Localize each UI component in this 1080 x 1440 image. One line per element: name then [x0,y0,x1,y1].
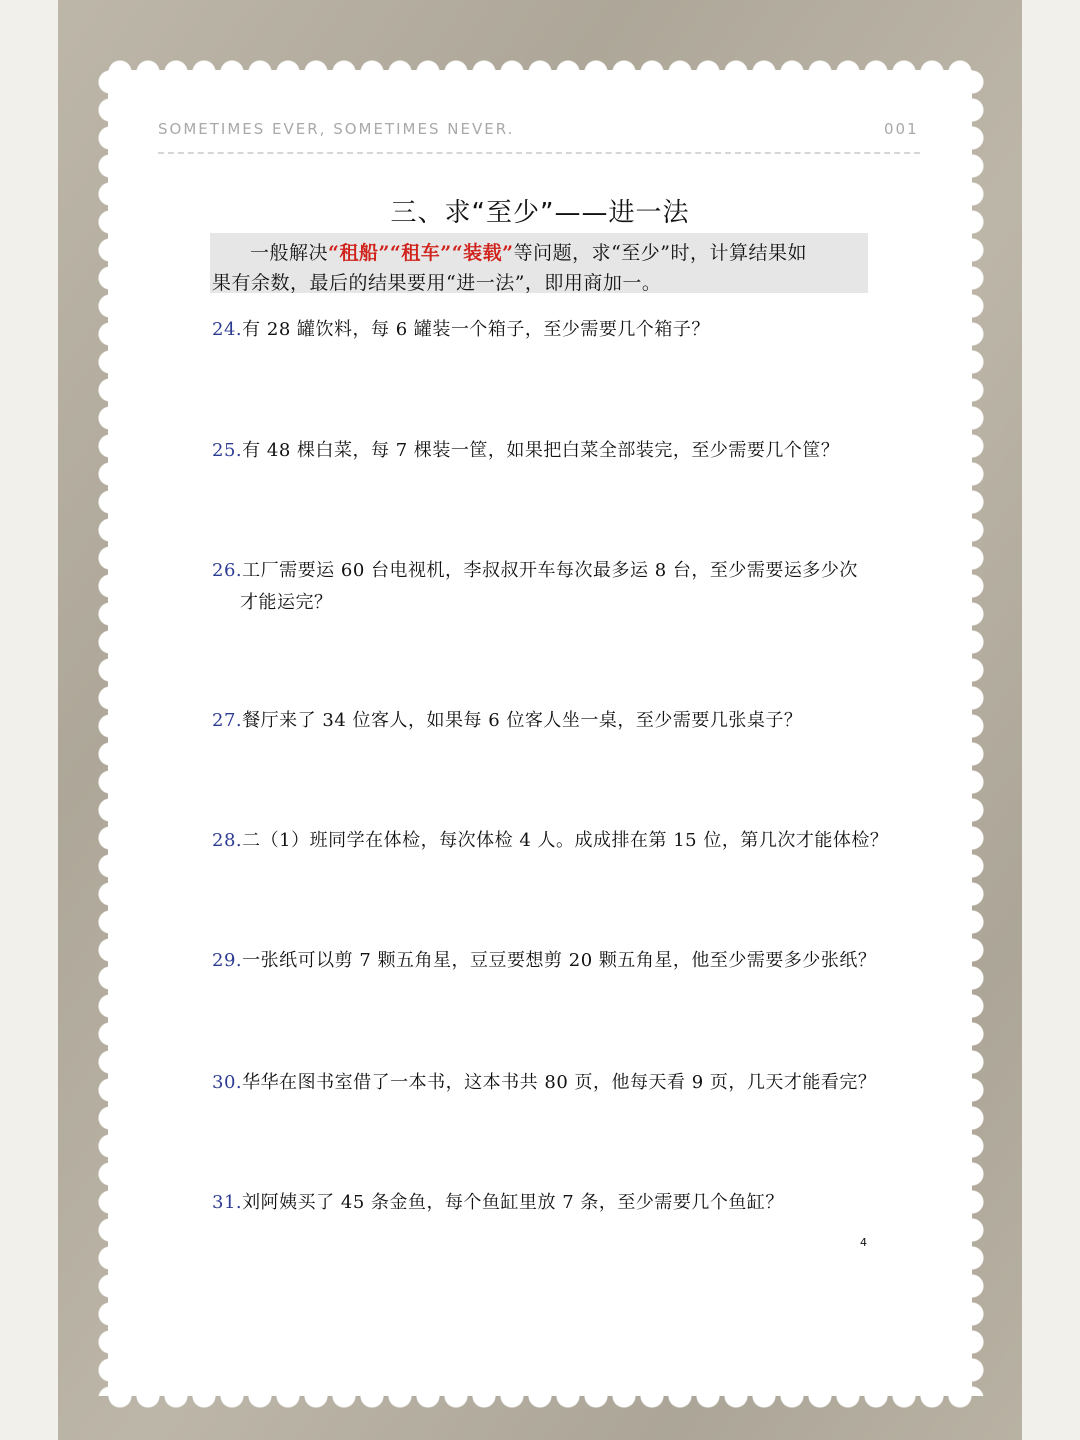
question-text: 刘阿姨买了 45 条金鱼，每个鱼缸里放 7 条，至少需要几个鱼缸？ [242,1192,784,1213]
term-rent-boat: “租船” [328,242,390,264]
header-dashed-divider [158,152,920,154]
right-margin [1022,0,1080,1440]
page-number: 4 [860,1236,867,1249]
question-24 [212,315,872,341]
question-number: 24. [212,319,243,340]
question-26 [212,556,872,582]
question-text: 工厂需要运 60 台电视机，李叔叔开车每次最多运 8 台，至少需要运多少次 [242,560,858,581]
question-number: 28. [212,830,243,851]
question-text: 餐厅来了 34 位客人，如果每 6 位客人坐一桌，至少需要几张桌子？ [242,710,803,731]
intro-prefix: 一般解决 [250,242,329,264]
question-28 [212,826,889,852]
question-number: 26. [212,560,243,581]
section-title: 三、求“至少”——进一法 [390,198,690,228]
header-tagline: SOMETIMES EVER, SOMETIMES NEVER. [158,120,515,138]
term-rent-car: “租车” [389,242,452,264]
question-29 [212,946,877,972]
question-26-continuation: 才能运完？ [240,592,333,613]
question-30 [212,1068,877,1094]
header-number: 001 [884,120,919,138]
question-number: 25. [212,440,243,461]
question-25 [212,436,872,462]
intro-line-1 [250,238,807,265]
question-text: 二（1）班同学在体检，每次体检 4 人。成成排在第 15 位，第几次才能体检？ [242,830,889,851]
question-number: 30. [212,1072,243,1093]
question-text: 有 28 罐饮料，每 6 罐装一个箱子，至少需要几个箱子？ [242,319,710,340]
question-number: 31. [212,1192,243,1213]
intro-line-2: 果有余数，最后的结果要用“进一法”，即用商加一。 [212,272,662,294]
question-number: 27. [212,710,243,731]
question-number: 29. [212,950,243,971]
term-loading: “装载” [451,242,514,264]
question-text: 有 48 棵白菜，每 7 棵装一筐，如果把白菜全部装完，至少需要几个筐？ [242,440,840,461]
question-text: 华华在图书室借了一本书，这本书共 80 页，他每天看 9 页，几天才能看完？ [242,1072,877,1093]
question-31 [212,1188,872,1214]
question-27 [212,706,872,732]
question-text: 一张纸可以剪 7 颗五角星，豆豆要想剪 20 颗五角星，他至少需要多少张纸？ [242,950,877,971]
intro-suffix: 等问题，求“至少”时，计算结果如 [513,242,808,264]
left-margin [0,0,58,1440]
